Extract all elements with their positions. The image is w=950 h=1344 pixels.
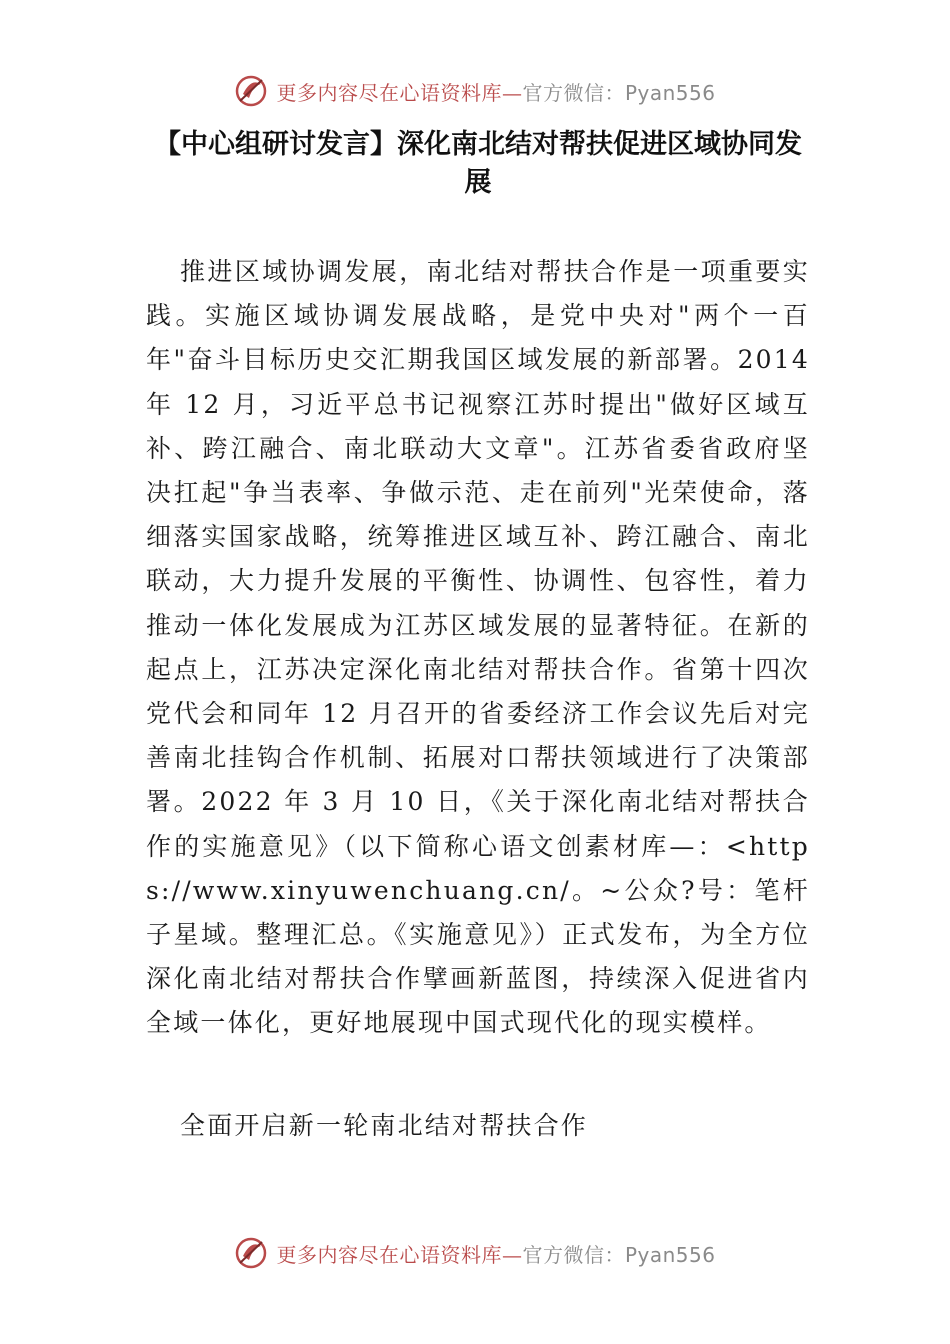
body-paragraph: 推进区域协调发展，南北结对帮扶合作是一项重要实践。实施区域协调发展战略，是党中央对"两个一百年"奋斗目标历史交汇期我国区域发展的新部署。2014 年 12 月，习近平总书记视察江苏时提出"做好区域互补、跨江融合、南北联动大文章"。江苏省委省政府坚决扛起"争当表率、争做示范、走在前列"光荣使命，落细落实国家战略，统筹推进区域互补、跨江融合、南北联动，大力提升发展的平衡性、协调性、包容性，着力推动一体化发展成为江苏区域发展的显著特征。在新的起点上，江苏决定深化南北结对帮扶合作。省第十四次党代会和同年 12 月召开的省委经济工作会议先后对完善南北挂钩合作机制、拓展对口帮扶领域进行了决策部署。2022 年 3 月 10 日，《关于深化南北结对帮扶合作的实施意见》（以下简称心语文创素材库—：<https://www.xinyuwenchuang.cn/。~公众?号：笔杆子星域。整理汇总。《实施意见》）正式发布，为全方位深化南北结对帮扶合作擘画新蓝图，持续深入促进省内全域一体化，更好地展现中国式现代化的现实模样。 xyxy=(146,257,810,1038)
section-heading: 全面开启新一轮南北结对帮扶合作 xyxy=(180,1111,589,1140)
brand-logo-icon xyxy=(234,1236,268,1270)
document-title: 【中心组研讨发言】深化南北结对帮扶促进区域协同发展 xyxy=(154,129,802,198)
watermark-text: 更多内容尽在心语资料库—官方微信：Pyan556 xyxy=(276,1242,716,1267)
header-watermark xyxy=(0,74,950,108)
brand-logo-icon xyxy=(234,74,268,108)
watermark-text: 更多内容尽在心语资料库—官方微信：Pyan556 xyxy=(276,80,716,105)
footer-watermark xyxy=(0,1236,950,1270)
